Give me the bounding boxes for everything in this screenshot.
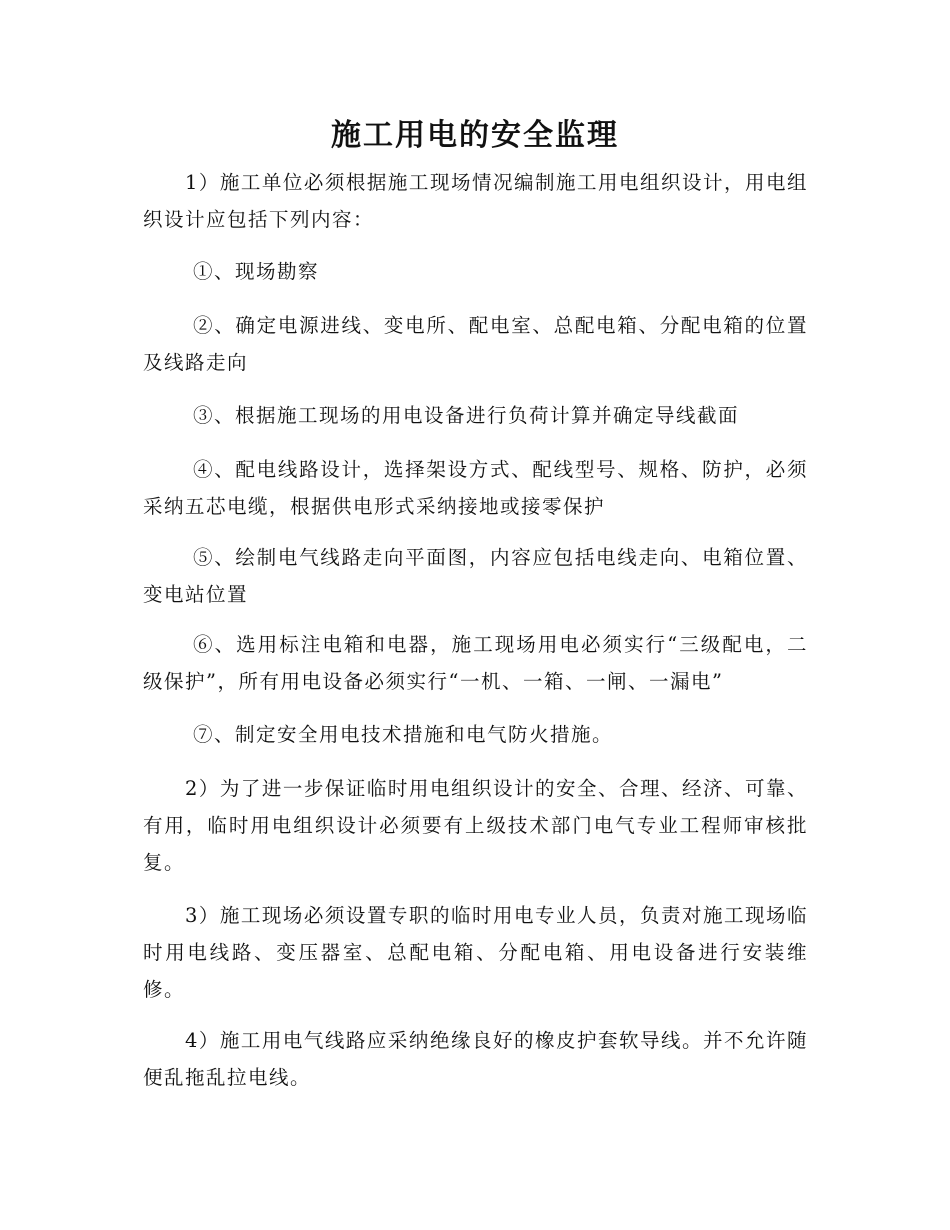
list-item-4: ④、配电线路设计，选择架设方式、配线型号、规格、防护，必须采纳五芯电缆，根据供电形式采纳接地或接零保护: [143, 458, 808, 518]
list-item-2: ②、确定电源进线、变电所、配电室、总配电箱、分配电箱的位置及线路走向: [143, 314, 808, 374]
list-item-3: ③、根据施工现场的用电设备进行负荷计算并确定导线截面: [193, 404, 740, 427]
document-title: 施工用电的安全监理: [331, 118, 619, 153]
list-item-5: ⑤、绘制电气线路走向平面图，内容应包括电线走向、电箱位置、变电站位置: [143, 546, 808, 606]
paragraph-4: 4）施工用电气线路应采纳绝缘良好的橡皮护套软导线。并不允许随便乱拖乱拉电线。: [143, 1029, 808, 1089]
paragraph-2: 2）为了进一步保证临时用电组织设计的安全、合理、经济、可靠、有用，临时用电组织设计必须要有上级技术部门电气专业工程师审核批复。: [143, 777, 808, 874]
paragraph-3: 3）施工现场必须设置专职的临时用电专业人员，负责对施工现场临时用电线路、变压器室、总配电箱、分配电箱、用电设备进行安装维修。: [143, 904, 808, 1001]
list-item-7: ⑦、制定安全用电技术措施和电气防火措施。: [193, 723, 614, 746]
list-item-1: ①、现场勘察: [193, 260, 320, 283]
list-item-6: ⑥、选用标注电箱和电器，施工现场用电必须实行“三级配电，二级保护”，所有用电设备必须实行“一机、一箱、一闸、一漏电”: [143, 633, 808, 693]
paragraph-1: 1）施工单位必须根据施工现场情况编制施工用电组织设计，用电组织设计应包括下列内容：: [143, 171, 808, 231]
